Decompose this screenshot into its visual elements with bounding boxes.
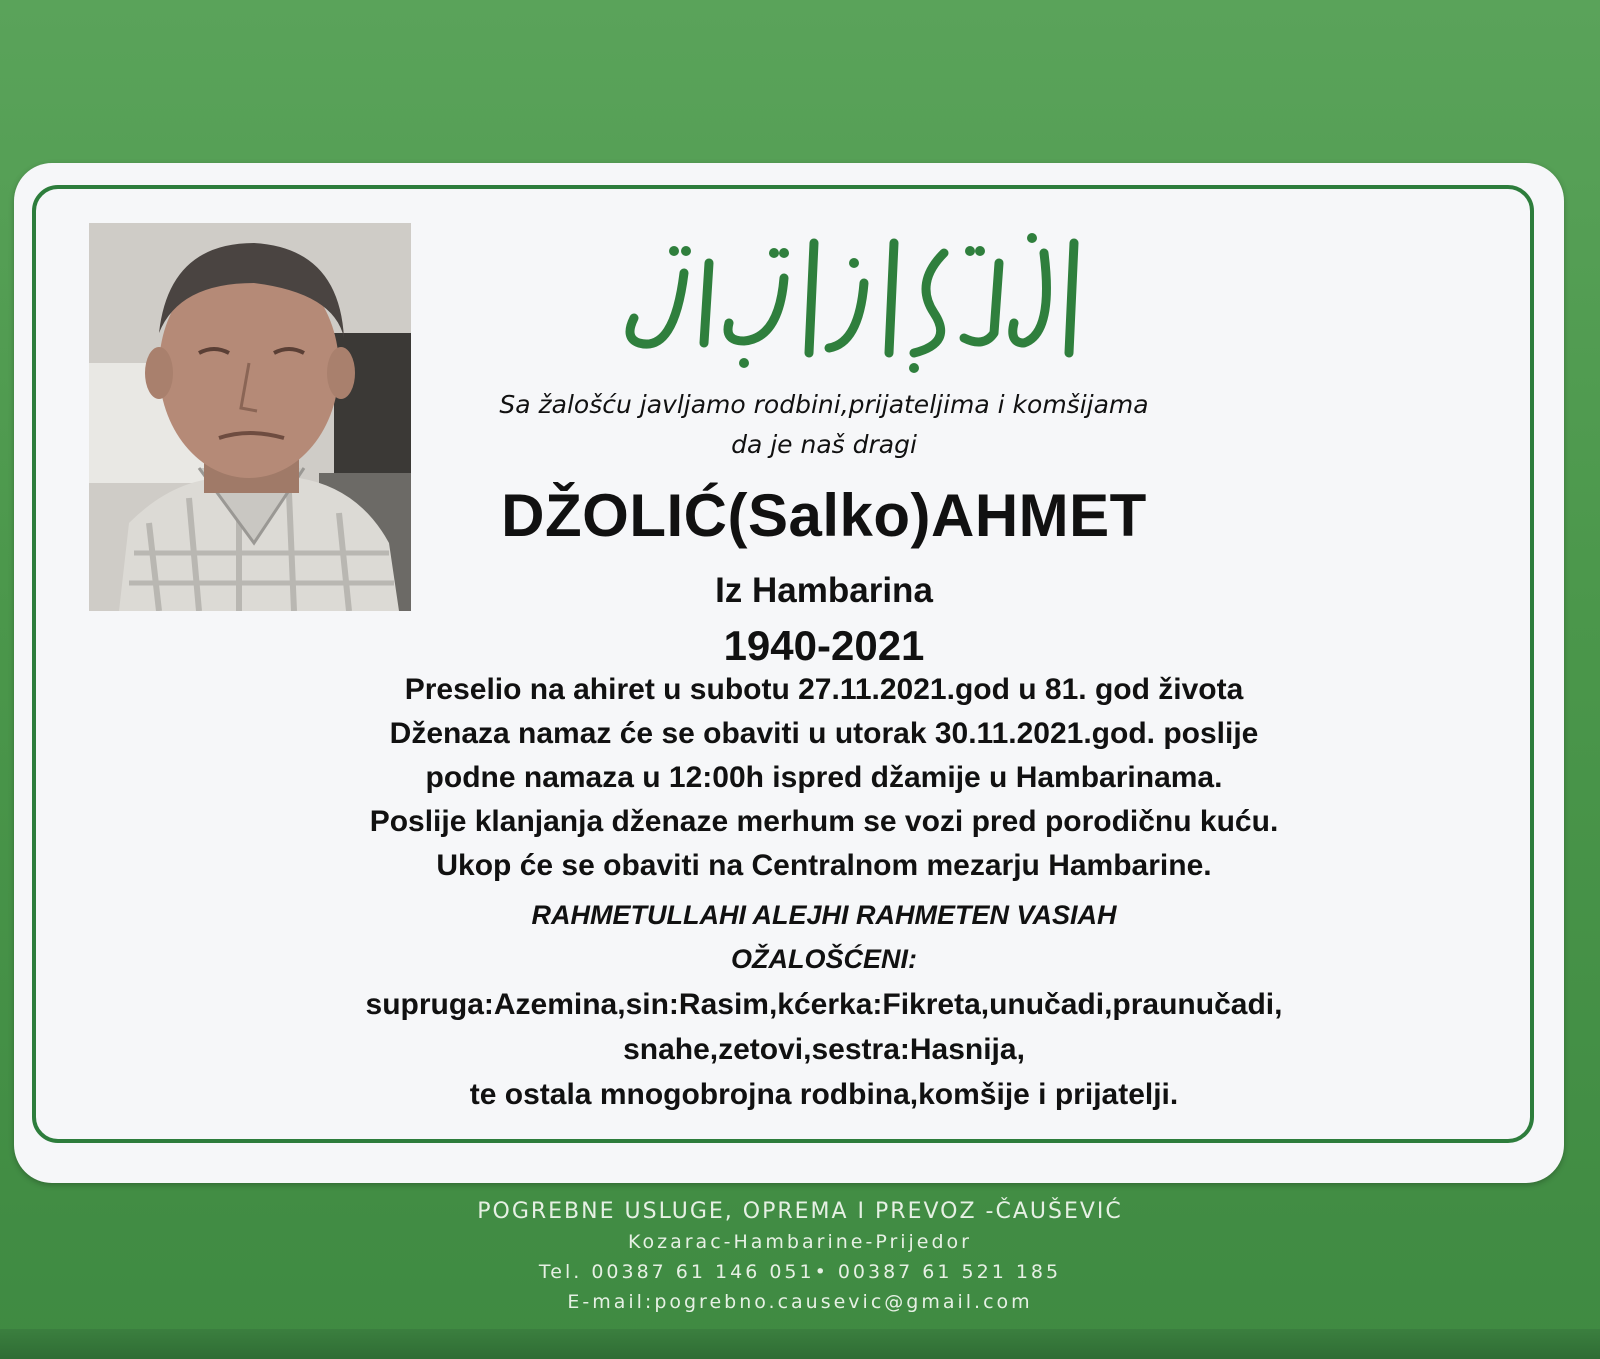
mourners-line: te ostala mnogobrojna rodbina,komšije i prijatelji.	[469, 1078, 1179, 1111]
arabic-calligraphy	[614, 223, 1094, 378]
footer-phone: Tel. 00387 61 146 051• 00387 61 521 185	[538, 1261, 1062, 1283]
announcement-line: Dženaza namaz će se obaviti u utorak 30.11.2021.god. poslije	[389, 717, 1259, 750]
dova-text	[294, 893, 1354, 981]
footer-title: POGREBNE USLUGE, OPREMA I PREVOZ -ČAUŠEVIĆ	[477, 1199, 1123, 1224]
funeral-service-footer	[300, 1196, 1300, 1317]
announcement-line: podne namaza u 12:00h ispred džamije u Hambarinama.	[425, 761, 1223, 794]
announcement-line: Poslije klanjanja dženaze merhum se vozi pred porodičnu kuću.	[369, 805, 1279, 838]
deceased-years: 1940-2021	[723, 622, 925, 669]
deceased-place: Iz Hambarina	[715, 571, 933, 610]
intro-line: Sa žalošću javljamo rodbini,prijateljima i komšijama	[499, 390, 1149, 419]
mourners-list	[294, 982, 1354, 1117]
obituary-card	[14, 163, 1564, 1183]
announcement-line: Preselio na ahiret u subotu 27.11.2021.god u 81. god života	[404, 673, 1244, 706]
mourners-line: snahe,zetovi,sestra:Hasnija,	[623, 1033, 1025, 1066]
dova-line: RAHMETULLAHI ALEJHI RAHMETEN VASIAH	[531, 900, 1117, 930]
footer-location: Kozarac-Hambarine-Prijedor	[627, 1231, 972, 1253]
intro-text	[294, 385, 1354, 465]
mourners-heading: OŽALOŠĆENI:	[731, 944, 917, 974]
bottom-strip	[0, 1329, 1600, 1359]
intro-line: da je naš dragi	[731, 430, 917, 459]
announcement-line: Ukop će se obaviti na Centralnom mezarju Hambarine.	[436, 849, 1212, 882]
footer-email: E-mail:pogrebno.causevic@gmail.com	[567, 1291, 1033, 1313]
deceased-name: DŽOLIĆ(Salko)AHMET	[501, 482, 1147, 549]
announcement-text	[294, 668, 1354, 888]
mourners-line: supruga:Azemina,sin:Rasim,kćerka:Fikreta,unučadi,praunučadi,	[365, 988, 1283, 1021]
